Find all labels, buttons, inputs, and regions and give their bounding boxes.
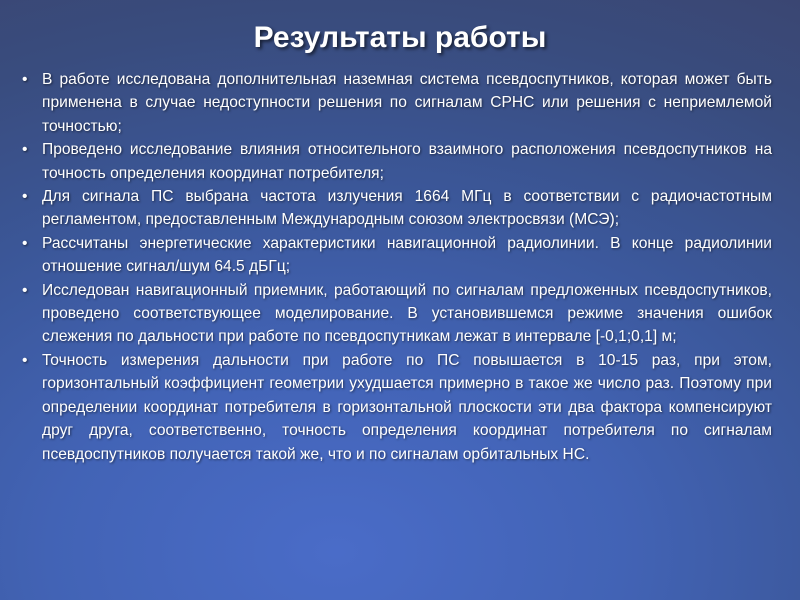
bullet-text: Для сигнала ПС выбрана частота излучения 1664 МГц в соответствии с радиочастотным регламентом, предоставленным Международным союзом электросвязи (МСЭ);: [42, 188, 772, 229]
bullet-item-2: [20, 138, 772, 185]
bullet-marker: •: [22, 234, 28, 252]
bullet-item-5: [20, 279, 772, 349]
bullet-text: Точность измерения дальности при работе по ПС повышается в 10-15 раз, при этом, горизонтальный коэффициент геометрии ухудшается примерно в такое же число раз. Поэтому при определении координат потребителя в горизонтальной плоскости эти два фактора компенсируют друг друга, соответственно, точность определения координат потребителя по сигналам псевдоспутников получается такой же, что и по сигналам орбитальных НС.: [42, 351, 772, 463]
bullet-item-6: [20, 349, 772, 466]
bullet-marker: •: [22, 141, 28, 159]
bullet-item-1: [20, 68, 772, 138]
bullet-text: Исследован навигационный приемник, работающий по сигналам предложенных псевдоспутников, проведено соответствующее моделирование. В установившемся режиме значения ошибок слежения по дальности при работе по псевдоспутникам лежат в интервале [-0,1;0,1] м;: [42, 281, 772, 346]
bullet-item-3: [20, 185, 772, 232]
bullet-text: Проведено исследование влияния относительного взаимного расположения псевдоспутников на точность определения координат потребителя;: [42, 141, 772, 182]
bullet-marker: •: [22, 281, 28, 299]
bullet-text: Рассчитаны энергетические характеристики навигационной радиолинии. В конце радиолинии отношение сигнал/шум 64.5 дБГц;: [42, 234, 772, 276]
bullet-marker: •: [22, 188, 28, 206]
bullet-item-4: [20, 232, 772, 279]
slide-title: Результаты работы: [253, 21, 547, 54]
bullet-marker: •: [22, 71, 28, 88]
bullet-text: В работе исследована дополнительная наземная система псевдоспутников, которая может быть применена в случае недоступности решения по сигналам СРНС или решения с неприемлемой точностью;: [42, 71, 772, 135]
results-bullet-list: [20, 68, 772, 466]
bullet-marker: •: [22, 351, 28, 369]
